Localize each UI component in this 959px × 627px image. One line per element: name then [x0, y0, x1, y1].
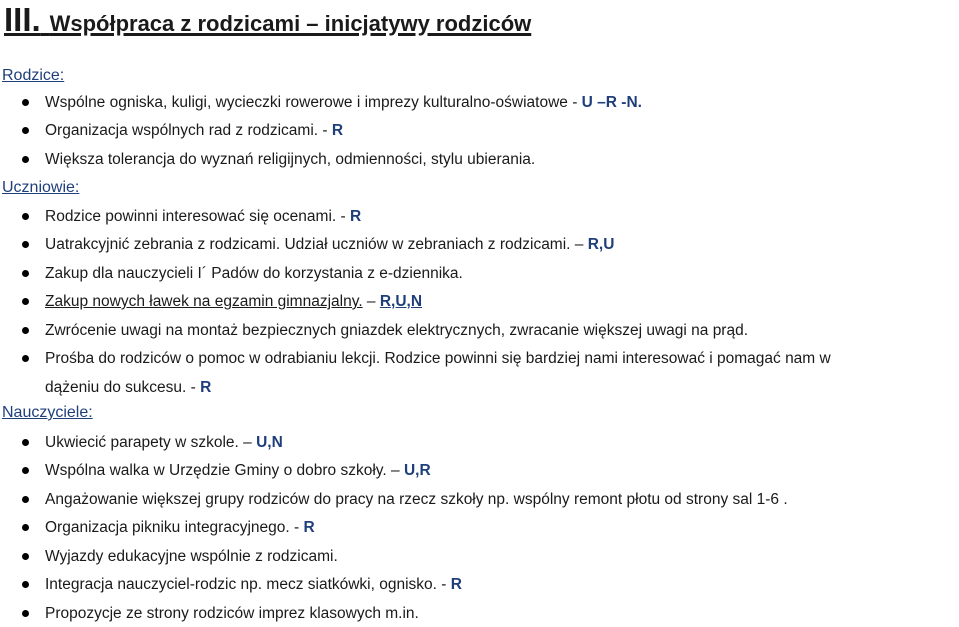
- list-item-continuation: dążeniu do sukcesu. - R: [45, 379, 212, 396]
- section-heading-rodzice: Rodzice:: [2, 67, 65, 84]
- bullet-icon: [22, 467, 29, 474]
- bullet-icon: [22, 241, 29, 248]
- bullet-icon: [22, 355, 29, 362]
- list-item: Organizacja pikniku integracyjnego. - R: [45, 519, 315, 536]
- list-item: Większa tolerancja do wyznań religijnych, odmienności, stylu ubierania.: [45, 151, 536, 168]
- page-title: [4, 0, 531, 44]
- list-item: Zwrócenie uwagi na montaż bezpiecznych gniazdek elektrycznych, zwracanie większej uwagi na prąd.: [45, 322, 749, 339]
- bullet-icon: [22, 553, 29, 560]
- bullet-icon: [22, 439, 29, 446]
- list-item: Ukwiecić parapety w szkole. – U,N: [45, 434, 283, 451]
- list-item: Wyjazdy edukacyjne wspólnie z rodzicami.: [45, 548, 338, 565]
- bullet-icon: [22, 610, 29, 617]
- list-item: Propozycje ze strony rodziców imprez klasowych m.in.: [45, 605, 419, 622]
- section-heading-uczniowie: Uczniowie:: [2, 179, 80, 196]
- bullet-icon: [22, 327, 29, 334]
- bullet-icon: [22, 156, 29, 163]
- list-item: Wspólne ogniska, kuligi, wycieczki rowerowe i imprezy kulturalno-oświatowe - U –R -N.: [45, 94, 642, 111]
- title-roman-numeral: III.: [4, 1, 41, 38]
- bullet-icon: [22, 270, 29, 277]
- list-item: Prośba do rodziców o pomoc w odrabianiu lekcji. Rodzice powinni się bardziej nami interesować i pomagać nam w: [45, 350, 831, 367]
- bullet-icon: [22, 127, 29, 134]
- list-item: Angażowanie większej grupy rodziców do pracy na rzecz szkoły np. wspólny remont płotu od strony sal 1-6 .: [45, 491, 788, 508]
- list-item: Wspólna walka w Urzędzie Gminy o dobro szkoły. – U,R: [45, 462, 431, 479]
- list-item: Integracja nauczyciel-rodzic np. mecz siatkówki, ognisko. - R: [45, 576, 462, 593]
- bullet-icon: [22, 298, 29, 305]
- bullet-icon: [22, 524, 29, 531]
- list-item: Zakup nowych ławek na egzamin gimnazjalny. – R,U,N: [45, 293, 423, 310]
- bullet-icon: [22, 496, 29, 503]
- list-item: Rodzice powinni interesować się ocenami. - R: [45, 208, 362, 225]
- list-item: Uatrakcyjnić zebrania z rodzicami. Udział uczniów w zebraniach z rodzicami. – R,U: [45, 236, 615, 253]
- section-heading-nauczyciele: Nauczyciele:: [2, 404, 93, 421]
- list-item: Zakup dla nauczycieli I´ Padów do korzystania z e-dziennika.: [45, 265, 463, 282]
- bullet-icon: [22, 213, 29, 220]
- title-text: Współpraca z rodzicami – inicjatywy rodziców: [49, 11, 532, 36]
- bullet-icon: [22, 581, 29, 588]
- bullet-icon: [22, 99, 29, 106]
- list-item: Organizacja wspólnych rad z rodzicami. - R: [45, 122, 344, 139]
